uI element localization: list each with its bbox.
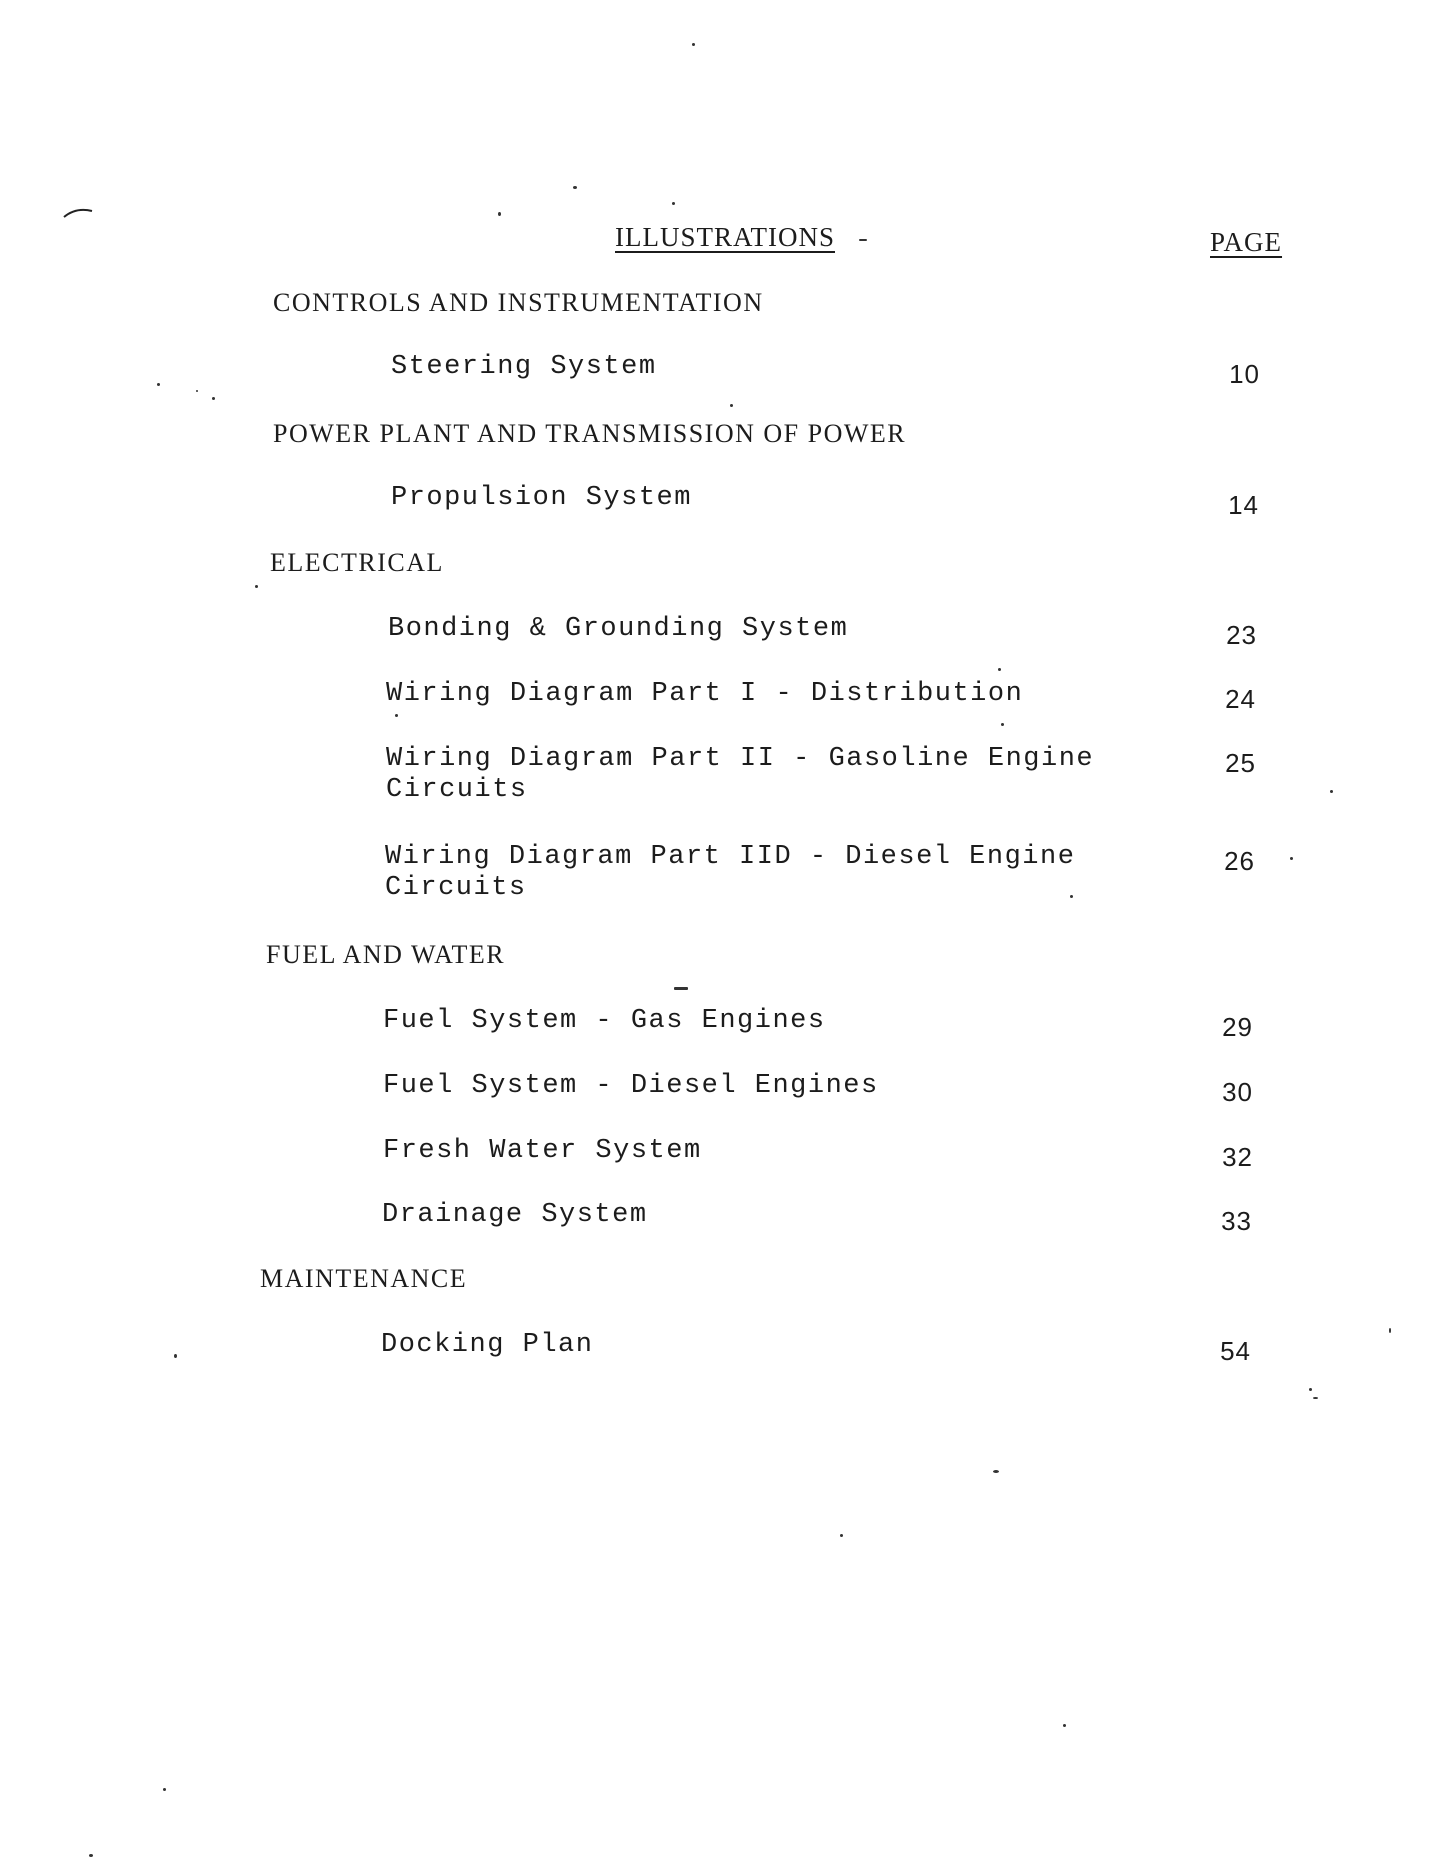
toc-entry-page: 14 <box>1228 490 1259 520</box>
scan-speck <box>573 186 577 189</box>
toc-entry-label: Steering System <box>391 352 657 382</box>
scan-speck <box>1001 723 1004 726</box>
toc-entry-label: Wiring Diagram Part IID - Diesel Engine Circuits <box>385 842 1076 903</box>
toc-entry-page: 30 <box>1222 1077 1253 1107</box>
toc-entry-page: 29 <box>1222 1012 1253 1042</box>
scan-speck <box>498 212 501 216</box>
scan-speck <box>395 714 398 717</box>
toc-entry-label: Drainage System <box>382 1200 648 1230</box>
scan-speck <box>1309 1388 1312 1391</box>
toc-entry-label: Wiring Diagram Part I - Distribution <box>386 679 1024 709</box>
scan-speck <box>840 1534 843 1537</box>
toc-entry-page: 24 <box>1225 684 1256 714</box>
toc-entry-page: 33 <box>1221 1206 1252 1236</box>
scan-speck <box>157 383 160 386</box>
scan-speck <box>163 1788 166 1791</box>
scan-speck <box>89 1854 93 1857</box>
toc-entry-label: Fuel System - Diesel Engines <box>383 1071 879 1101</box>
toc-entry-page: 32 <box>1222 1142 1253 1172</box>
toc-entry-label: Propulsion System <box>391 483 692 513</box>
scan-speck <box>1290 857 1293 860</box>
scan-speck <box>1389 1328 1391 1333</box>
scan-speck <box>993 1470 999 1473</box>
toc-entry-label: Fuel System - Gas Engines <box>383 1006 826 1036</box>
scan-speck <box>998 668 1001 671</box>
toc-entry-page: 25 <box>1225 748 1256 778</box>
toc-entry-page: 54 <box>1220 1336 1251 1366</box>
scan-speck <box>1063 1724 1066 1727</box>
scan-speck <box>1070 895 1073 898</box>
scan-speck <box>174 1354 177 1358</box>
scan-speck <box>730 404 733 407</box>
toc-entry-page: 23 <box>1226 620 1257 650</box>
scan-speck <box>859 239 867 241</box>
section-title-fuel-and-water: FUEL AND WATER <box>266 940 506 969</box>
scan-speck <box>255 585 258 588</box>
illustrations-heading: ILLUSTRATIONS <box>615 222 835 252</box>
toc-entry-label: Wiring Diagram Part II - Gasoline Engine Circuits <box>386 744 1095 805</box>
section-title-electrical: ELECTRICAL <box>270 548 444 577</box>
scan-speck <box>672 202 675 205</box>
section-title-power-plant: POWER PLANT AND TRANSMISSION OF POWER <box>273 419 907 448</box>
toc-entry-label: Docking Plan <box>381 1330 594 1360</box>
toc-entry-page: 26 <box>1224 846 1255 876</box>
section-title-maintenance: MAINTENANCE <box>260 1264 468 1293</box>
section-title-controls: CONTROLS AND INSTRUMENTATION <box>273 288 764 317</box>
scan-speck <box>1313 1397 1318 1399</box>
scan-speck <box>1330 790 1333 793</box>
scan-speck <box>196 390 198 392</box>
scan-mark-top-left <box>62 203 102 223</box>
toc-entry-page: 10 <box>1229 359 1260 389</box>
scan-speck <box>674 987 688 990</box>
toc-entry-label: Bonding & Grounding System <box>388 614 849 644</box>
page-column-heading: PAGE <box>1210 227 1283 257</box>
scan-speck <box>692 43 695 46</box>
scan-speck <box>212 397 215 400</box>
toc-entry-label: Fresh Water System <box>383 1136 702 1166</box>
